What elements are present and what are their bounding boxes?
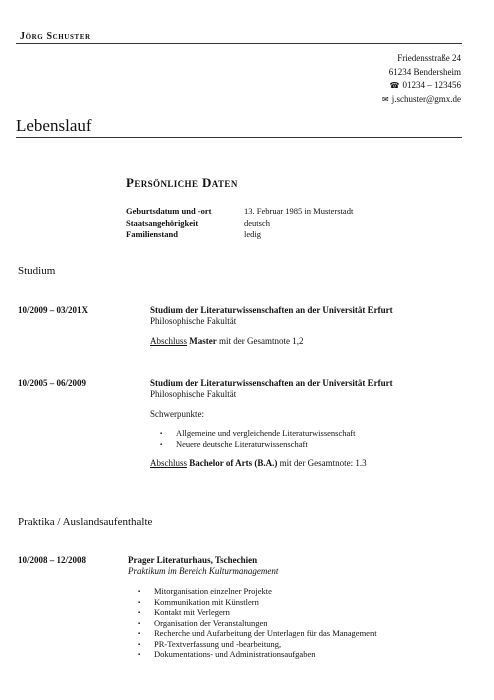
personal-row <box>126 206 353 218</box>
studium-section-label: Studium <box>18 265 56 277</box>
address-block <box>382 52 461 106</box>
personal-value: deutsch <box>244 217 270 228</box>
list-item: ▪ Neuere deutsche Literaturwissenschaft <box>176 439 470 450</box>
abschluss-note: mit der Gesamtnote 1,2 <box>219 336 304 346</box>
applicant-name: Jörg Schuster <box>20 31 91 42</box>
address-email[interactable]: j.schuster@gmx.de <box>391 93 461 104</box>
abschluss-note: mit der Gesamtnote: 1.3 <box>279 458 367 468</box>
focus-list <box>150 428 470 449</box>
list-item: ▪ Mitorganisation einzelner Projekte <box>154 586 468 597</box>
address-phone-line <box>382 79 461 93</box>
studium-entry <box>150 378 470 469</box>
personal-data-table <box>126 206 353 241</box>
header-divider <box>16 43 462 44</box>
address-email-line <box>382 93 461 107</box>
abschluss-degree: Bachelor of Arts (B.A.) <box>189 458 278 468</box>
focus-label: Schwerpunkte: <box>150 409 204 419</box>
praktika-entry <box>128 555 468 660</box>
list-item: ▪ Allgemeine und vergleichende Literaturwissenschaft <box>176 428 470 439</box>
document-title: Lebenslauf <box>16 116 92 135</box>
personal-data-heading: Persönliche Daten <box>126 175 238 190</box>
task-list <box>128 586 468 660</box>
abschluss-label: Abschluss <box>150 336 188 346</box>
list-item: ▪ Kontakt mit Verlegern <box>154 607 468 618</box>
entry-title: Studium der Literaturwissenschaften an der Universität Erfurt <box>150 305 393 315</box>
studium-entry <box>150 305 470 347</box>
entry-subtitle: Praktikum im Bereich Kulturmanagement <box>128 566 279 576</box>
personal-label: Familienstand <box>126 229 178 239</box>
envelope-icon: ✉ <box>382 94 389 104</box>
personal-row <box>126 218 353 230</box>
praktika-section-label: Praktika / Auslandsaufenthalte <box>18 516 153 528</box>
personal-value: ledig <box>244 229 261 239</box>
list-item: ▪ Organisation der Veranstaltungen <box>154 618 468 629</box>
list-item: ▪ Dokumentations- und Administrationsaufgaben <box>154 649 468 660</box>
entry-abschluss <box>150 458 470 469</box>
abschluss-label: Abschluss <box>150 458 188 468</box>
entry-date: 10/2009 – 03/201X <box>18 305 89 315</box>
personal-label: Geburtsdatum und -ort <box>126 206 212 216</box>
address-city: 61234 Bendersheim <box>388 66 461 77</box>
address-phone: 01234 – 123456 <box>402 80 461 90</box>
personal-value: 13. Februar 1985 in Musterstadt <box>244 206 354 216</box>
list-item: ▪ Kommunikation mit Künstlern <box>154 597 468 608</box>
entry-subtitle: Philosophische Fakultät <box>150 389 237 399</box>
title-divider <box>16 137 462 138</box>
address-street: Friedensstraße 24 <box>397 53 461 63</box>
entry-title: Studium der Literaturwissenschaften an der Universität Erfurt <box>150 378 393 388</box>
personal-row <box>126 229 353 241</box>
personal-label: Staatsangehörigkeit <box>126 217 199 228</box>
entry-subtitle: Philosophische Fakultät <box>150 316 237 326</box>
entry-title: Prager Literaturhaus, Tschechien <box>128 555 258 565</box>
entry-date: 10/2008 – 12/2008 <box>18 555 87 565</box>
abschluss-degree: Master <box>189 336 217 346</box>
entry-date: 10/2005 – 06/2009 <box>18 378 87 388</box>
entry-abschluss <box>150 336 470 347</box>
list-item: ▪ PR-Textverfassung und -bearbeitung, <box>154 639 468 650</box>
list-item: ▪ Recherche und Aufarbeitung der Unterlagen für das Management <box>154 628 468 639</box>
phone-icon: ☎ <box>389 81 400 90</box>
